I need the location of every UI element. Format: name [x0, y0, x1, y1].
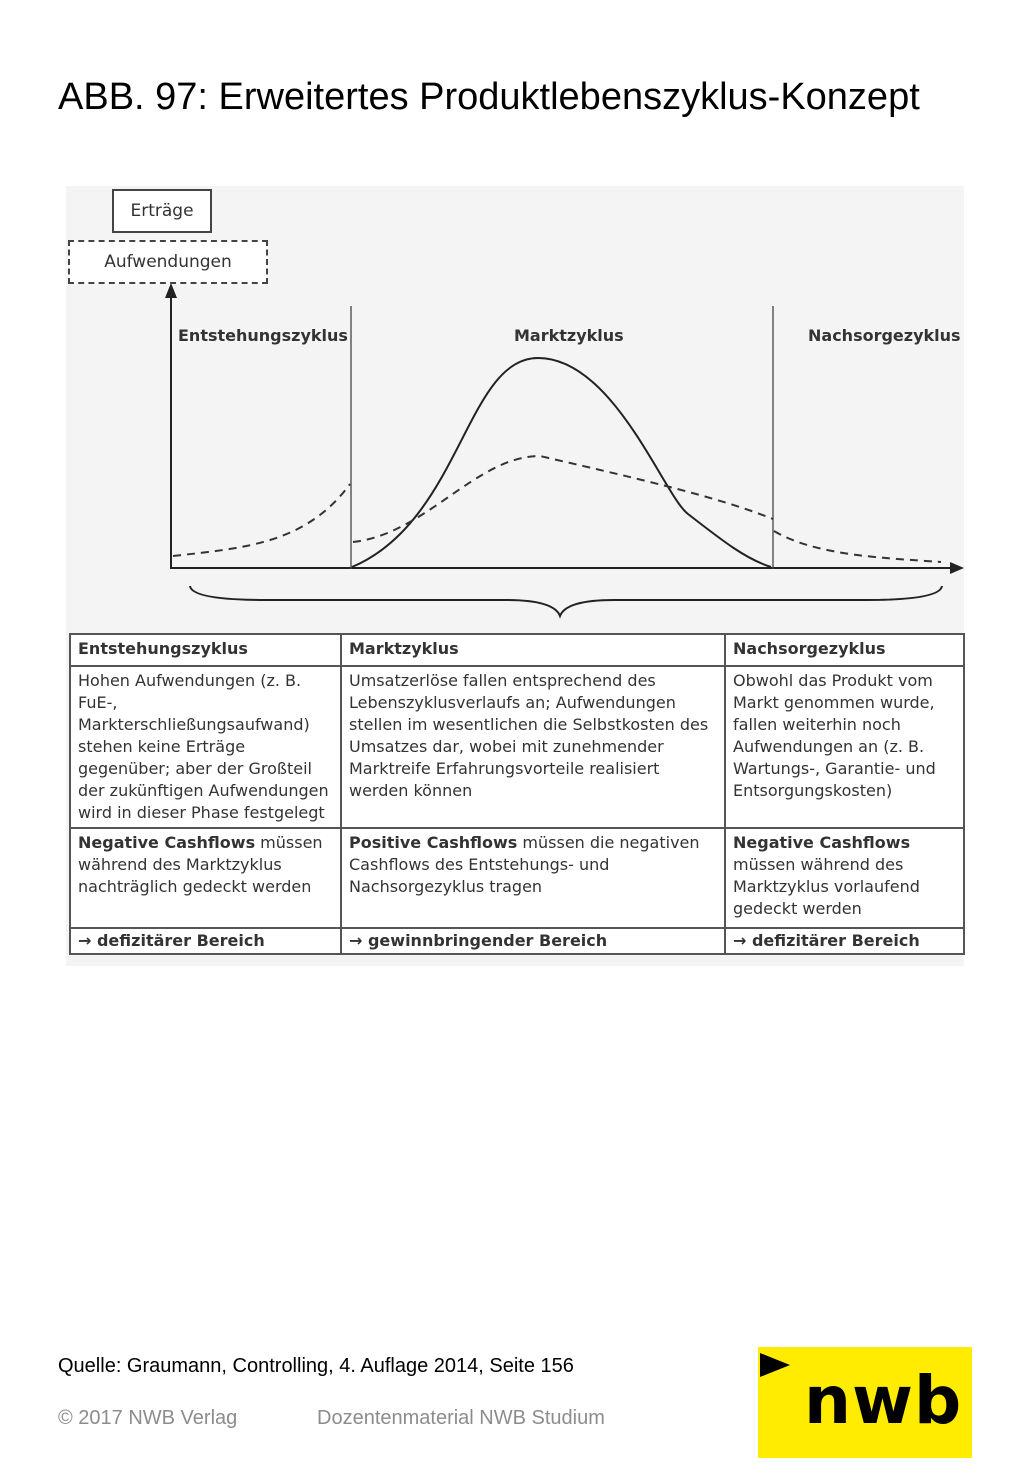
area-development: → defizitärer Bereich	[70, 928, 341, 954]
x-axis-arrowhead	[950, 562, 964, 574]
cashflow-aftersales-text: müssen während des Marktzyklus vorlaufend gedeckt werden	[733, 855, 920, 918]
table-header-aftersales: Nachsorgezyklus	[725, 634, 964, 666]
curly-brace	[190, 586, 942, 616]
expense-curve-development	[173, 484, 350, 556]
phase-table	[69, 633, 965, 955]
copyright-notice: © 2017 NWB Verlag	[58, 1407, 238, 1429]
area-market: → gewinnbringender Bereich	[341, 928, 725, 954]
cashflow-market-text: müssen die negativen Cashflows des Entstehungs- und Nachsorgezyklus tragen	[349, 833, 700, 896]
nwb-logo	[758, 1347, 972, 1458]
table-header-market: Marktzyklus	[341, 634, 725, 666]
y-axis-arrowhead	[165, 283, 177, 298]
phase-label-market: Marktzyklus	[514, 326, 624, 345]
cashflow-aftersales	[725, 828, 964, 928]
expense-curve-market	[353, 456, 773, 542]
legend-expense-box: Aufwendungen	[68, 240, 268, 284]
course-material-label: Dozentenmaterial NWB Studium	[317, 1407, 605, 1429]
logo-triangle-icon	[760, 1353, 790, 1377]
table-row-description	[70, 666, 964, 828]
cashflow-development-bold: Negative Cashflows	[78, 833, 256, 852]
source-citation: Quelle: Graumann, Controlling, 4. Auflage 2014, Seite 156	[58, 1355, 574, 1377]
area-aftersales: → defizitärer Bereich	[725, 928, 964, 954]
phase-label-development: Entstehungszyklus	[178, 326, 348, 345]
logo-text: nwb	[804, 1362, 963, 1439]
table-header-development: Entstehungszyklus	[70, 634, 341, 666]
cashflow-market	[341, 828, 725, 928]
description-development: Hohen Aufwendungen (z. B. FuE-, Markterschließungsaufwand) stehen keine Erträge gegenüber; aber der Großteil der zukünftigen Aufwendungen wird in dieser Phase festgelegt	[70, 666, 341, 828]
table-header-row	[70, 634, 964, 666]
revenue-curve	[352, 358, 771, 567]
phase-label-aftersales: Nachsorgezyklus	[808, 326, 961, 345]
slide-title: ABB. 97: Erweitertes Produktlebenszyklus-Konzept	[58, 76, 920, 118]
cashflow-development-text: müssen während des Marktzyklus nachträglich gedeckt werden	[78, 833, 323, 896]
description-market: Umsatzerlöse fallen entsprechend des Lebenszyklusverlaufs an; Aufwendungen stellen im wesentlichen die Selbstkosten des Umsatzes dar, wobei mit zunehmender Marktreife Erfahrungsvorteile realisiert werden können	[341, 666, 725, 828]
legend-revenue-box: Erträge	[112, 189, 212, 233]
expense-curve-aftersales	[774, 531, 941, 562]
cashflow-aftersales-bold: Negative Cashflows	[733, 833, 911, 852]
lifecycle-figure	[66, 186, 964, 966]
cashflow-market-bold: Positive Cashflows	[349, 833, 518, 852]
table-row-cashflow	[70, 828, 964, 928]
cashflow-development	[70, 828, 341, 928]
table-row-area	[70, 928, 964, 954]
description-aftersales: Obwohl das Produkt vom Markt genommen wurde, fallen weiterhin noch Aufwendungen an (z. B. Wartungs-, Garantie- und Entsorgungskosten)	[725, 666, 964, 828]
